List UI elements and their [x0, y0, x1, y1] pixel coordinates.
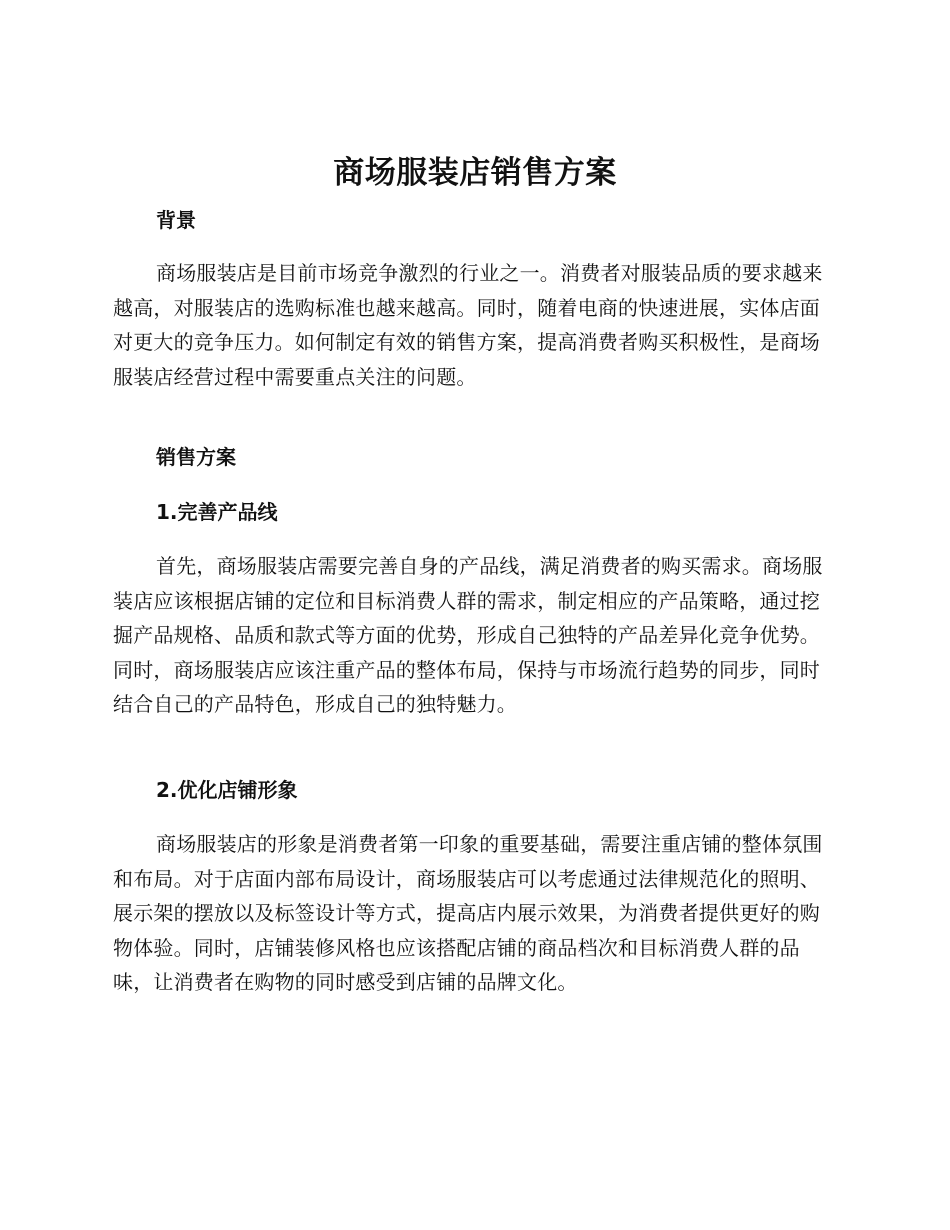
- section-heading-sales-plan: 销售方案: [156, 445, 236, 469]
- section-heading-background: 背景: [156, 208, 196, 232]
- subheading-store-image: 2.优化店铺形象: [156, 778, 298, 802]
- subheading-product-line: 1.完善产品线: [156, 500, 278, 524]
- paragraph-product-line: 首先，商场服装店需要完善自身的产品线，满足消费者的购买需求。商场服装店应该根据店铺的定位和目标消费人群的需求，制定相应的产品策略，通过挖掘产品规格、品质和款式等方面的优势，形成自己独特的产品差异化竞争优势。同时，商场服装店应该注重产品的整体布局，保持与市场流行趋势的同步，同时结合自己的产品特色，形成自己的独特魅力。: [113, 554, 823, 717]
- document-title: 商场服装店销售方案: [333, 155, 617, 191]
- paragraph-store-image: 商场服装店的形象是消费者第一印象的重要基础，需要注重店铺的整体氛围和布局。对于店面内部布局设计，商场服装店可以考虑通过法律规范化的照明、展示架的摆放以及标签设计等方式，提高店内展示效果，为消费者提供更好的购物体验。同时，店铺装修风格也应该搭配店铺的商品档次和目标消费人群的品味，让消费者在购物的同时感受到店铺的品牌文化。: [113, 832, 823, 995]
- paragraph-background: 商场服装店是目前市场竞争激烈的行业之一。消费者对服装品质的要求越来越高，对服装店的选购标准也越来越高。同时，随着电商的快速进展，实体店面对更大的竞争压力。如何制定有效的销售方案，提高消费者购买积极性，是商场服装店经营过程中需要重点关注的问题。: [113, 261, 823, 389]
